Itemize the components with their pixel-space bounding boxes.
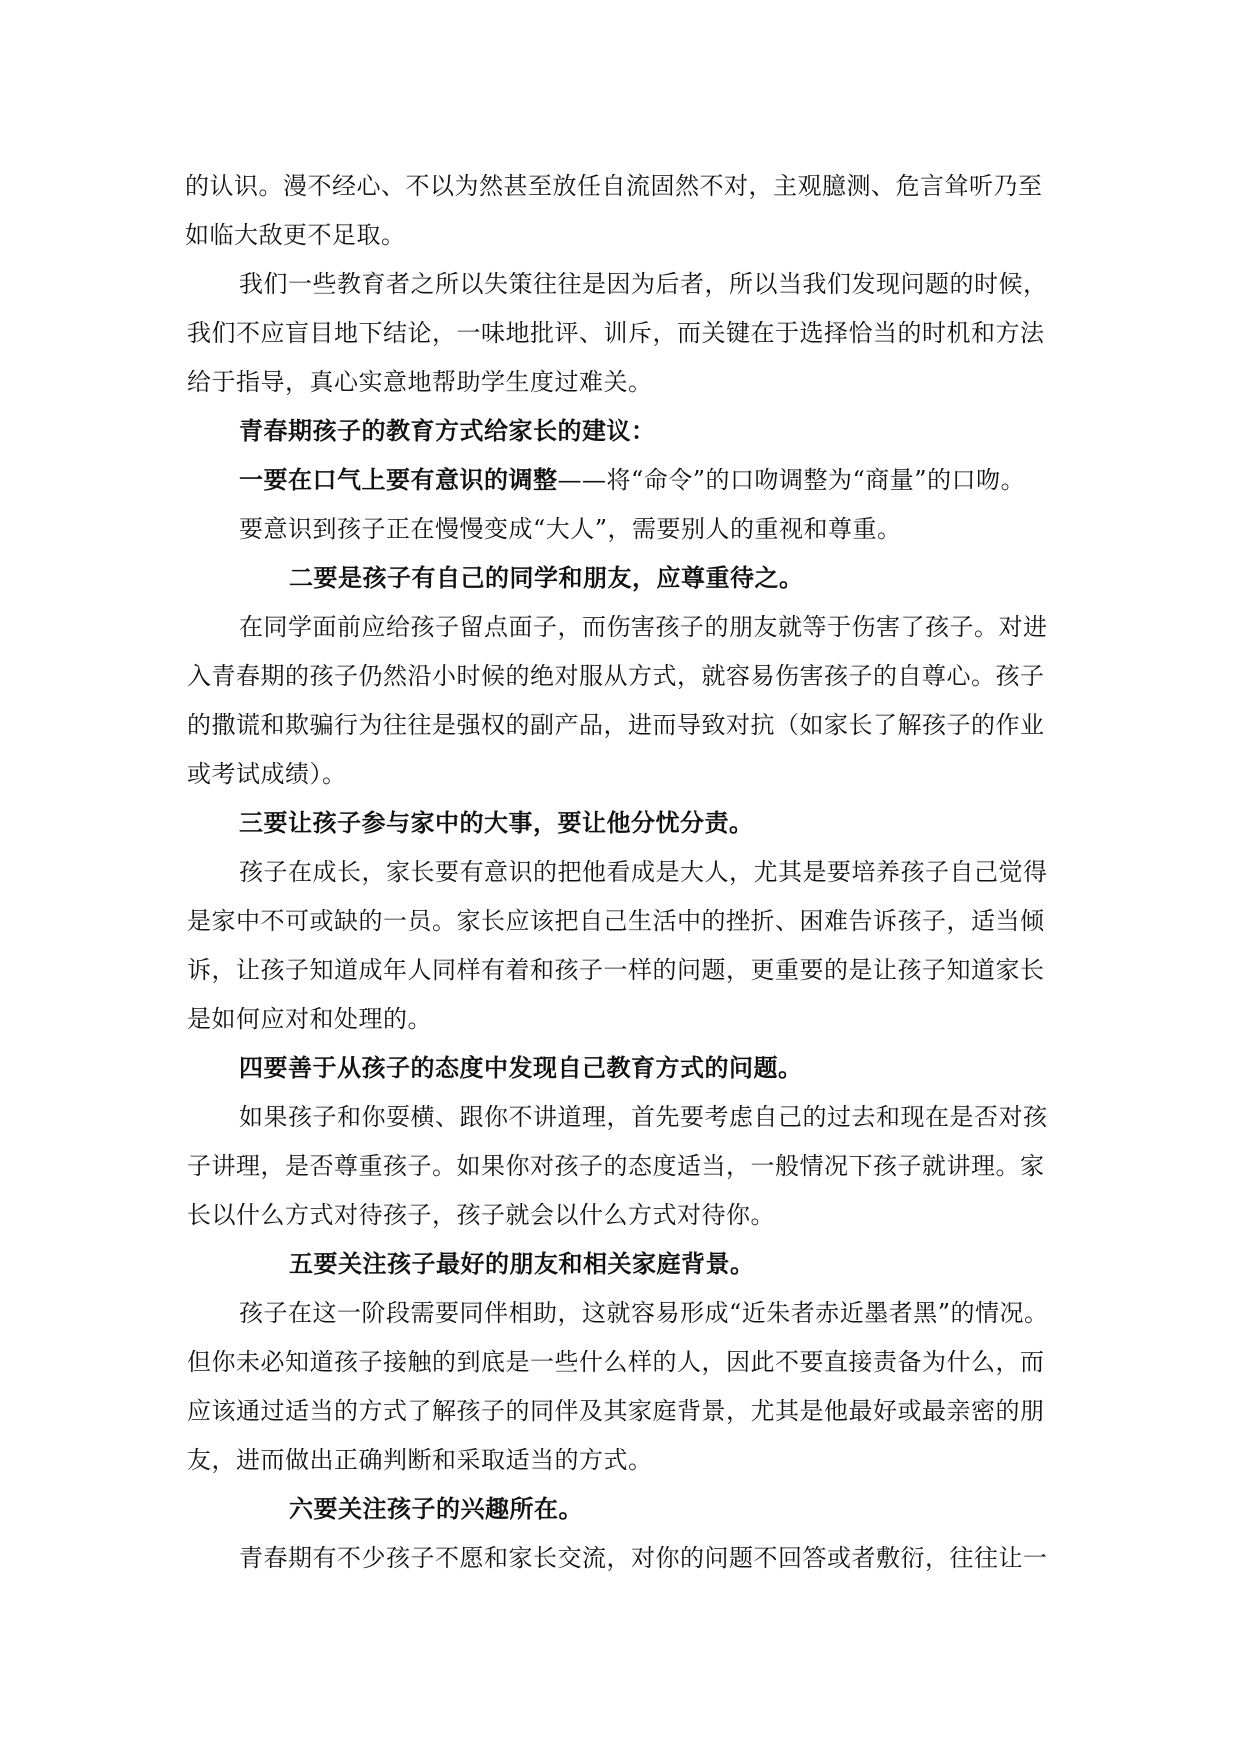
text-line: 长以什么方式对待孩子，孩子就会以什么方式对待你。 <box>187 1201 775 1229</box>
text-line: 的撒谎和欺骗行为往往是强权的副产品，进而导致对抗（如家长了解孩子的作业 <box>187 711 1045 739</box>
section-heading: 青春期孩子的教育方式给家长的建议： <box>239 416 656 445</box>
text-line: 或考试成绩）。 <box>187 760 347 788</box>
inline-heading: 一要在口气上要有意识的调整 <box>239 465 558 494</box>
text-line: 青春期有不少孩子不愿和家长交流，对你的问题不回答或者敷衍，往往让一 <box>239 1544 1048 1572</box>
section-heading: 五要关注孩子最好的朋友和相关家庭背景。 <box>289 1249 755 1278</box>
text-line: 我们不应盲目地下结论，一味地批评、训斥，而关键在于选择恰当的时机和方法 <box>187 319 1045 347</box>
text-line: 我们一些教育者之所以失策往往是因为后者，所以当我们发现问题的时候， <box>239 270 1048 298</box>
text-line: 如果孩子和你耍横、跟你不讲道理，首先要考虑自己的过去和现在是否对孩 <box>239 1103 1048 1131</box>
text-line <box>239 464 1025 496</box>
text-line: 应该通过适当的方式了解孩子的同伴及其家庭背景，尤其是他最好或最亲密的朋 <box>187 1397 1045 1425</box>
section-heading: 六要关注孩子的兴趣所在。 <box>289 1494 583 1523</box>
text-line: 是家中不可或缺的一员。家长应该把自己生活中的挫折、困难告诉孩子，适当倾 <box>187 907 1045 935</box>
text-line: 诉，让孩子知道成年人同样有着和孩子一样的问题，更重要的是让孩子知道家长 <box>187 956 1045 984</box>
section-heading: 三要让孩子参与家中的大事，要让他分忧分责。 <box>239 808 754 837</box>
text-line: 给于指导，真心实意地帮助学生度过难关。 <box>187 368 653 396</box>
text-line: 入青春期的孩子仍然沿小时候的绝对服从方式，就容易伤害孩子的自尊心。孩子 <box>187 662 1045 690</box>
section-heading: 四要善于从孩子的态度中发现自己教育方式的问题。 <box>239 1053 803 1082</box>
text-line: 但你未必知道孩子接触的到底是一些什么样的人，因此不要直接责备为什么，而 <box>187 1348 1045 1376</box>
text-line: 是如何应对和处理的。 <box>187 1005 432 1033</box>
text-line: 如临大敌更不足取。 <box>185 221 406 249</box>
text-line: 子讲理，是否尊重孩子。如果你对孩子的态度适当，一般情况下孩子就讲理。家 <box>187 1152 1045 1180</box>
text-line: 要意识到孩子正在慢慢变成“大人”，需要别人的重视和尊重。 <box>239 515 902 543</box>
text-line: 孩子在这一阶段需要同伴相助，这就容易形成“近朱者赤近墨者黑”的情况。 <box>239 1299 1049 1327</box>
section-heading: 二要是孩子有自己的同学和朋友，应尊重待之。 <box>289 563 804 592</box>
text-line: 友，进而做出正确判断和采取适当的方式。 <box>187 1446 653 1474</box>
text-line: 在同学面前应给孩子留点面子，而伤害孩子的朋友就等于伤害了孩子。对进 <box>239 613 1048 641</box>
text-line: 孩子在成长，家长要有意识的把他看成是大人，尤其是要培养孩子自己觉得 <box>239 858 1048 886</box>
inline-text: ——将“命令”的口吻调整为“商量”的口吻。 <box>557 466 1026 494</box>
text-line: 的认识。漫不经心、不以为然甚至放任自流固然不对，主观臆测、危言耸听乃至 <box>185 172 1043 200</box>
